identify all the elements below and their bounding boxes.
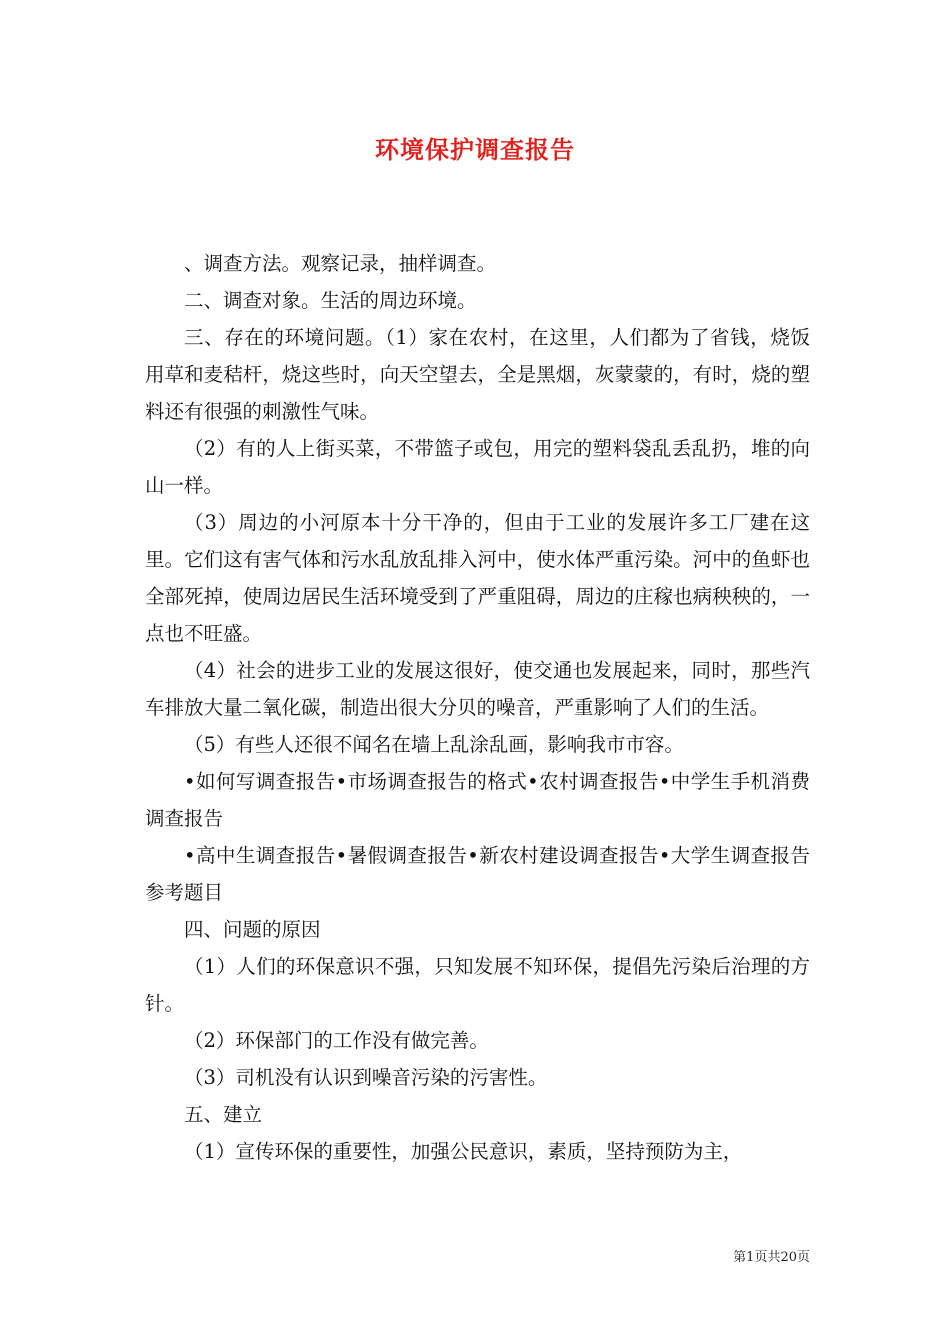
- heading-suggestions: 五、建立: [184, 1103, 263, 1126]
- page-number: 第1页共20页: [733, 1250, 810, 1265]
- paragraph-cause-1: （1）人们的环保意识不强，只知发展不知环保，提倡先污染后治理的方针。: [145, 955, 810, 1015]
- document-title: 环境保护调查报告: [375, 135, 575, 164]
- related-links-1: •如何写调查报告•市场调查报告的格式•农村调查报告•中学生手机消费调查报告: [145, 770, 810, 830]
- heading-causes: 四、问题的原因: [184, 918, 321, 941]
- paragraph-method: 、调查方法。观察记录，抽样调查。: [184, 252, 497, 275]
- paragraph-problem-2: （2）有的人上街买菜，不带篮子或包，用完的塑料袋乱丢乱扔，堆的向山一样。: [145, 437, 810, 497]
- document-body: [145, 245, 810, 1170]
- paragraph-suggestion-1: （1）宣传环保的重要性，加强公民意识，素质，坚持预防为主，: [184, 1140, 743, 1163]
- paragraph-problem-3: （3）周边的小河原本十分干净的，但由于工业的发展许多工厂建在这里。它们这有害气体和污水乱放乱排入河中，使水体严重污染。河中的鱼虾也全部死掉，使周边居民生活环境受到了严重阻碍，周边的庄稼也病秧秧的，一点也不旺盛。: [145, 511, 810, 645]
- paragraph-cause-3: （3）司机没有认识到噪音污染的污害性。: [184, 1066, 548, 1089]
- paragraph-subject: 二、调查对象。生活的周边环境。: [184, 289, 477, 312]
- related-links-2: •高中生调查报告•暑假调查报告•新农村建设调查报告•大学生调查报告参考题目: [145, 844, 810, 904]
- paragraph-cause-2: （2）环保部门的工作没有做完善。: [184, 1029, 489, 1052]
- paragraph-problem-5: （5）有些人还很不闻名在墙上乱涂乱画，影响我市市容。: [184, 733, 684, 756]
- paragraph-problem-4: （4）社会的进步工业的发展这很好，使交通也发展起来，同时，那些汽车排放大量二氧化碳，制造出很大分贝的噪音，严重影响了人们的生活。: [145, 659, 810, 719]
- paragraph-problems: 三、存在的环境问题。（1）家在农村，在这里，人们都为了省钱，烧饭用草和麦秸杆，烧这些时，向天空望去，全是黑烟，灰蒙蒙的，有时，烧的塑料还有很强的刺激性气味。: [145, 326, 810, 423]
